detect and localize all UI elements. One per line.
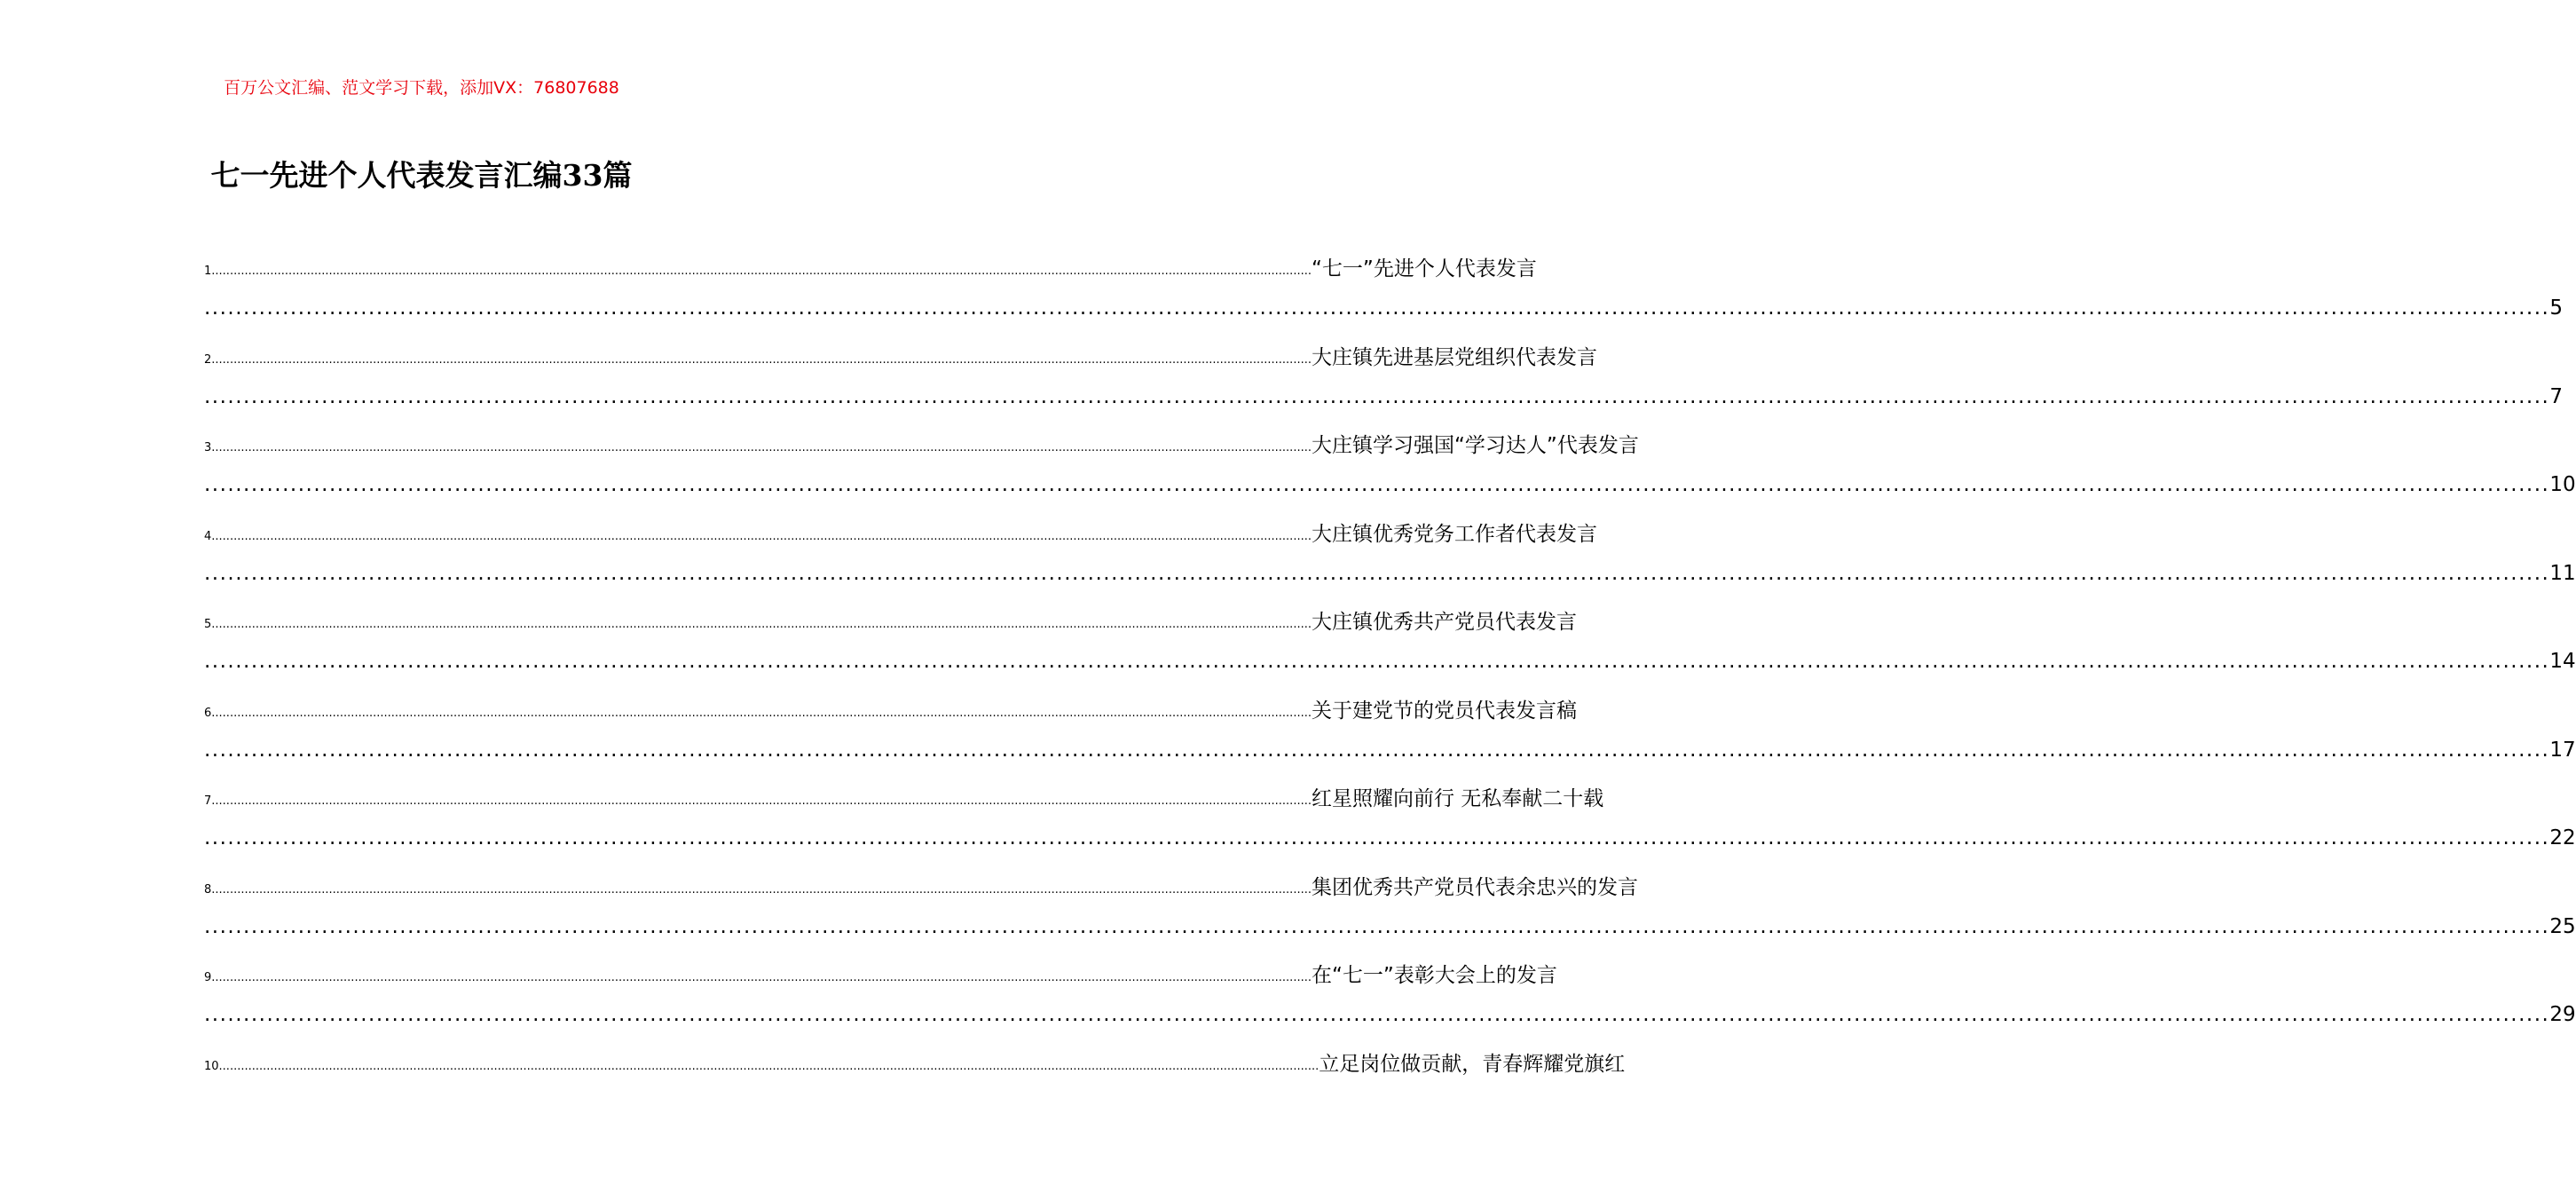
toc-entry-number: 5 [204, 618, 212, 631]
dot-leader: ............................................................................................................................................................................................................................................................................................................ [204, 826, 2550, 849]
dot-leader: ............................................................................................................................................................................................................................................................................................................ [204, 738, 2550, 762]
toc-entry-number: 1 [204, 265, 212, 278]
toc-entry-number: 9 [204, 971, 212, 984]
dot-leader: ............................................................................................................................................................................................................................................................................................................ [211, 529, 1312, 543]
toc-entry-title: 红星照耀向前行 无私奉献二十载 [1311, 787, 1604, 810]
dot-leader: ............................................................................................................................................................................................................................................................................................................ [211, 352, 1312, 367]
table-of-contents [204, 243, 2576, 1126]
toc-entry[interactable] [204, 596, 2576, 685]
toc-entry[interactable] [204, 243, 2563, 332]
dot-leader: ............................................................................................................................................................................................................................................................................................................ [204, 650, 2550, 673]
toc-page-number: 17 [2549, 738, 2576, 762]
toc-page-number: 25 [2549, 914, 2576, 938]
dot-leader: ............................................................................................................................................................................................................................................................................................................ [211, 794, 1312, 808]
toc-entry-title: 在“七一”表彰大会上的发言 [1311, 964, 1557, 987]
dot-leader: ............................................................................................................................................................................................................................................................................................................ [204, 384, 2550, 408]
dot-leader: ............................................................................................................................................................................................................................................................................................................ [204, 561, 2550, 585]
toc-entry-title: 大庄镇学习强国“学习达人”代表发言 [1311, 434, 1639, 457]
toc-entry[interactable] [204, 685, 2576, 774]
toc-entry[interactable] [204, 950, 2576, 1039]
toc-entry[interactable] [204, 420, 2576, 509]
toc-page-number: 5 [2549, 296, 2563, 320]
dot-leader: ............................................................................................................................................................................................................................................................................................................ [218, 1059, 1320, 1073]
dot-leader: ............................................................................................................................................................................................................................................................................................................ [211, 618, 1312, 631]
toc-entry[interactable] [204, 773, 2576, 862]
document-title: 七一先进个人代表发言汇编33篇 [210, 158, 633, 193]
toc-entry-title: 关于建党节的党员代表发言稿 [1311, 699, 1577, 723]
toc-entry[interactable] [204, 509, 2576, 597]
toc-page-number: 10 [2549, 473, 2576, 496]
promo-header: 百万公文汇编、范文学习下载，添加VX：76807688 [224, 78, 619, 98]
dot-leader: ............................................................................................................................................................................................................................................................................................................ [204, 914, 2550, 938]
toc-entry[interactable] [204, 1039, 1626, 1127]
toc-entry-title: “七一”先进个人代表发言 [1311, 257, 1537, 280]
toc-entry-number: 8 [204, 882, 212, 897]
toc-entry-title: 集团优秀共产党员代表余忠兴的发言 [1311, 875, 1638, 899]
dot-leader: ............................................................................................................................................................................................................................................................................................................ [211, 265, 1312, 278]
toc-entry-title: 大庄镇先进基层党组织代表发言 [1311, 345, 1597, 369]
toc-entry-number: 4 [204, 529, 212, 543]
toc-entry[interactable] [204, 332, 2563, 421]
toc-page-number: 7 [2549, 384, 2563, 408]
toc-page-number: 29 [2549, 1003, 2576, 1026]
dot-leader: ............................................................................................................................................................................................................................................................................................................ [204, 1003, 2550, 1026]
toc-entry-number: 2 [204, 352, 212, 367]
toc-entry-number: 7 [204, 794, 212, 808]
toc-entry-number: 3 [204, 441, 212, 454]
dot-leader: ............................................................................................................................................................................................................................................................................................................ [211, 441, 1312, 454]
toc-entry-title: 立足岗位做贡献，青春辉耀党旗红 [1319, 1052, 1626, 1076]
dot-leader: ............................................................................................................................................................................................................................................................................................................ [211, 971, 1312, 984]
dot-leader: ............................................................................................................................................................................................................................................................................................................ [204, 473, 2550, 496]
toc-page-number: 11 [2549, 561, 2576, 585]
toc-page-number: 22 [2549, 826, 2576, 849]
toc-entry-title: 大庄镇优秀党务工作者代表发言 [1311, 522, 1597, 546]
toc-entry-number: 10 [204, 1059, 219, 1073]
dot-leader: ............................................................................................................................................................................................................................................................................................................ [211, 882, 1312, 897]
toc-entry-title: 大庄镇优秀共产党员代表发言 [1311, 611, 1577, 634]
dot-leader: ............................................................................................................................................................................................................................................................................................................ [211, 706, 1312, 720]
toc-page-number: 14 [2549, 650, 2576, 673]
toc-entry-number: 6 [204, 706, 212, 720]
dot-leader: ............................................................................................................................................................................................................................................................................................................ [204, 296, 2550, 320]
toc-entry[interactable] [204, 862, 2576, 951]
